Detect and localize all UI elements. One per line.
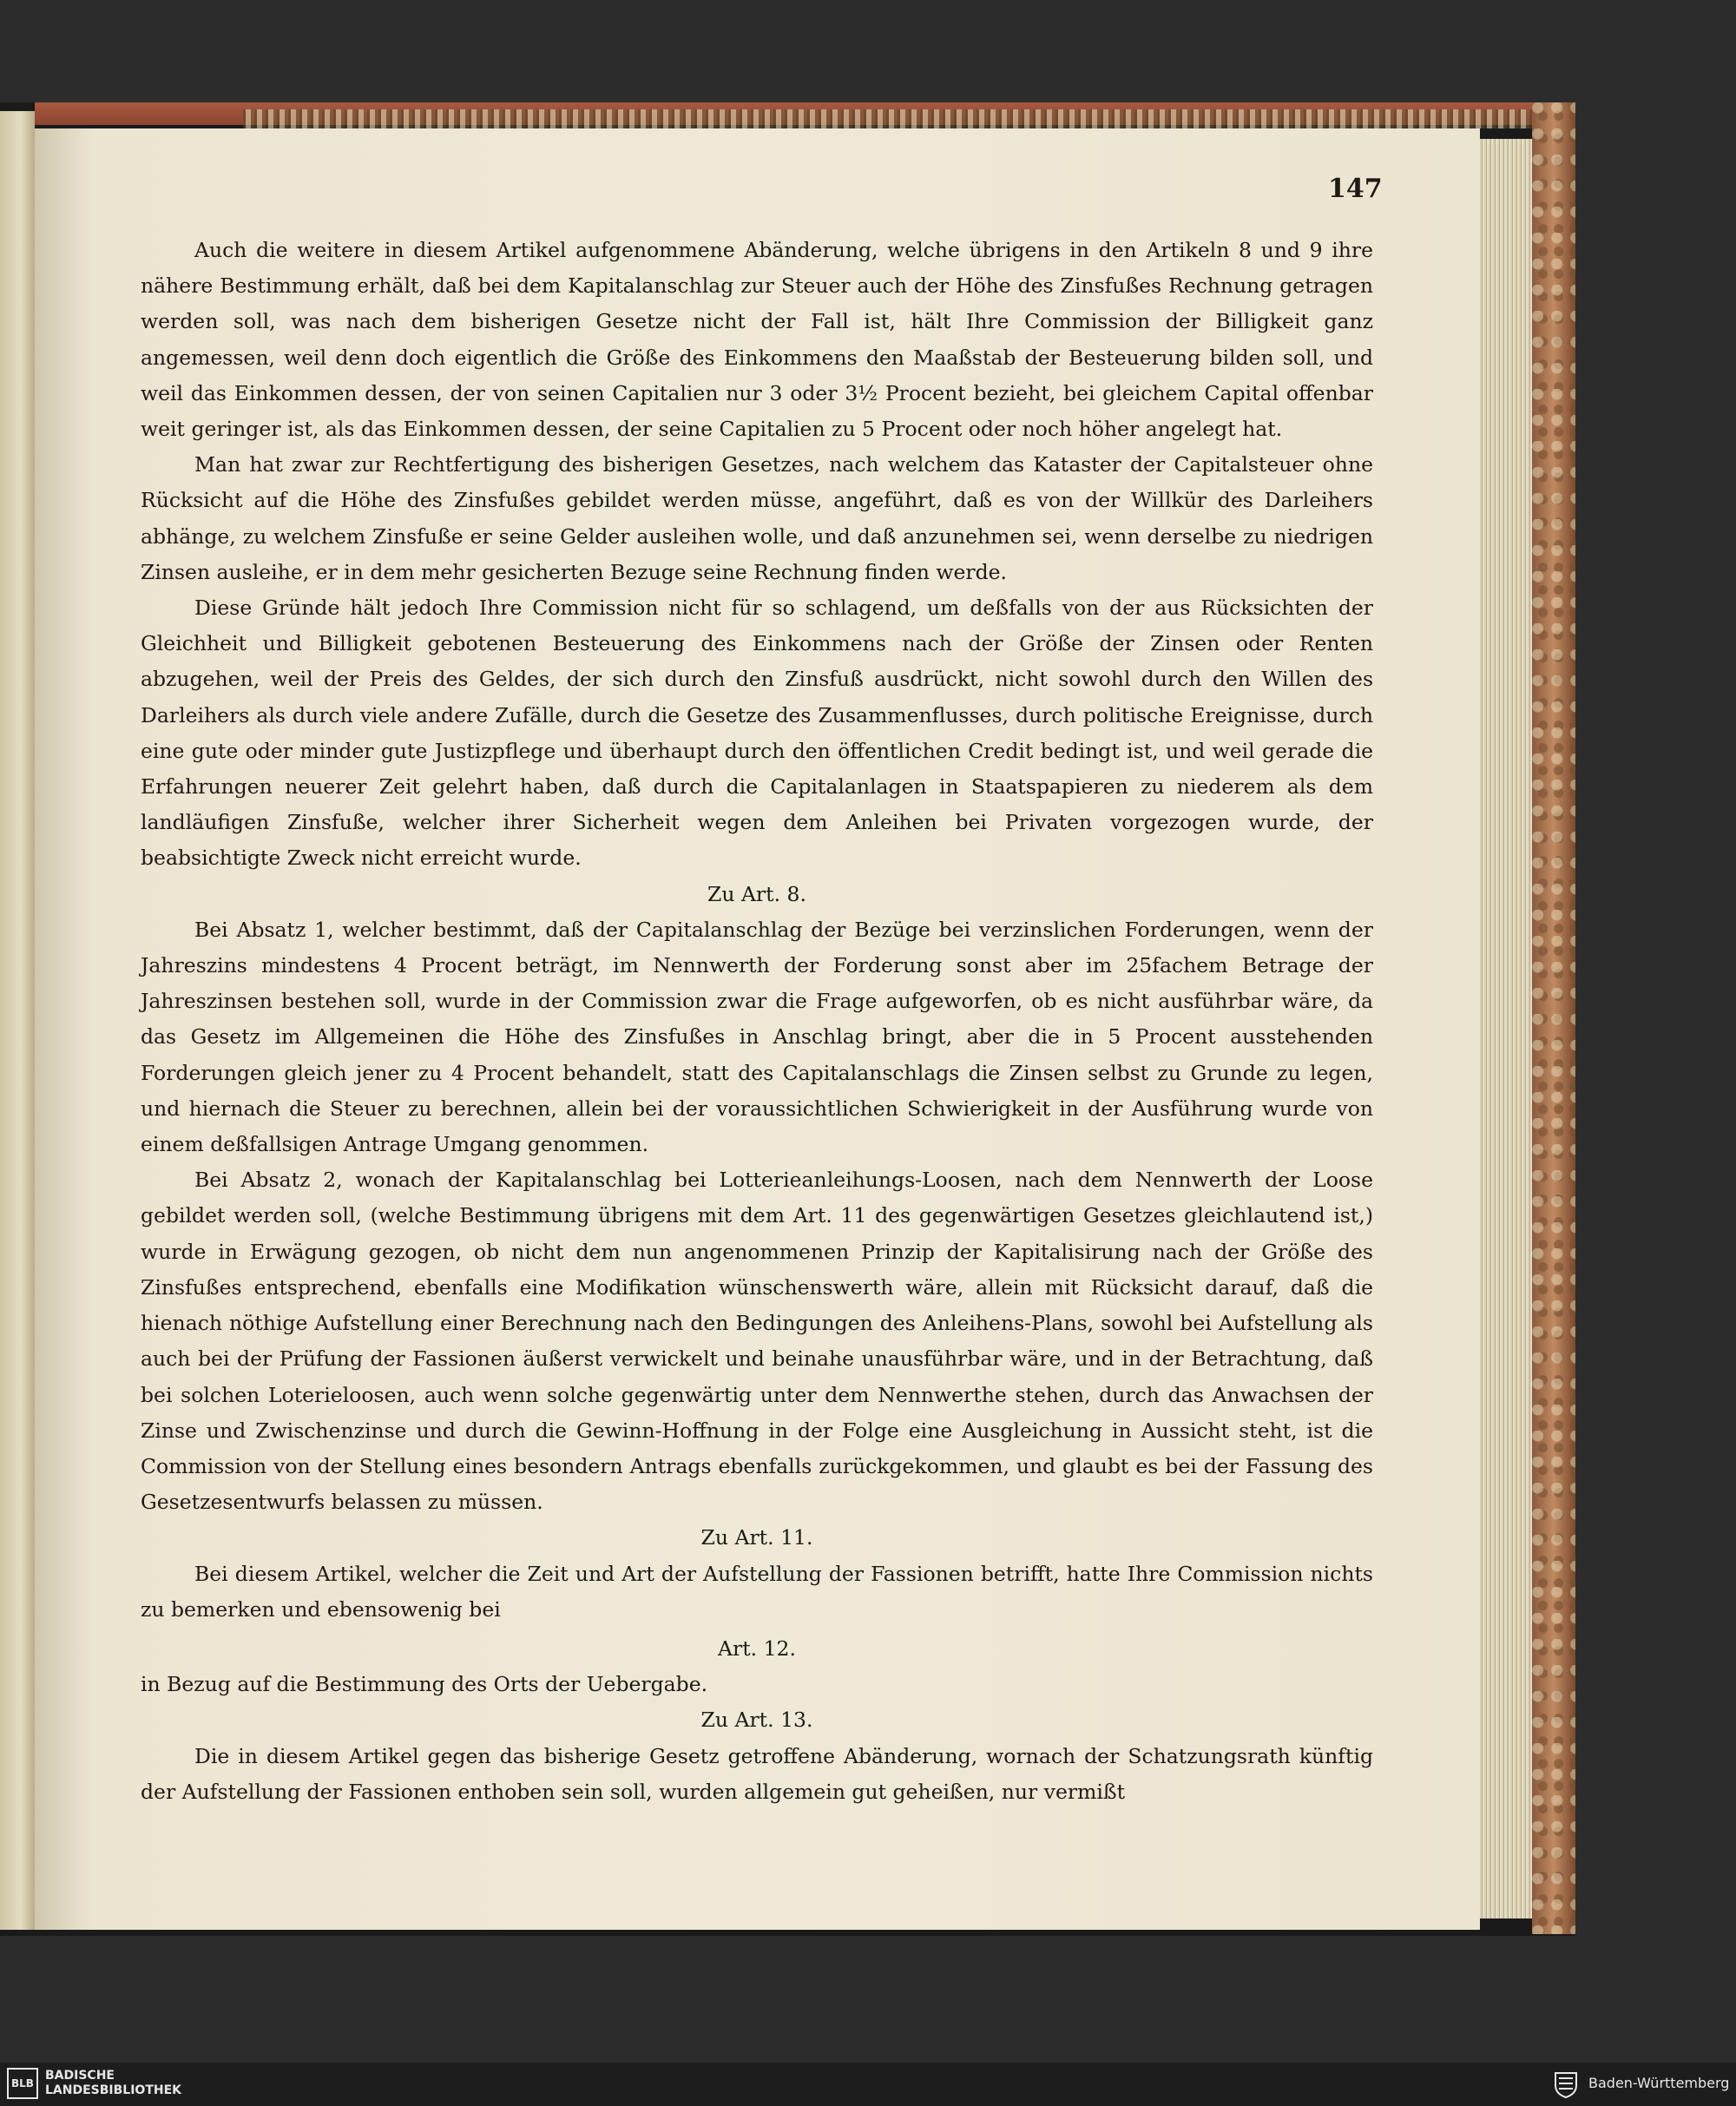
state-name[interactable]: Baden-Württemberg (1588, 2075, 1730, 2091)
facing-page-edge (0, 111, 35, 1930)
marbled-page-edge (243, 109, 1532, 128)
paragraph: Man hat zwar zur Rechtfertigung des bisherigen Gesetzes, nach welchem das Kataster der Capitalsteuer ohne Rücksicht auf die Höhe des Zinsfußes gebildet werden müsse, angeführt, daß es von der Willkür des Darleihers abhänge, zu welchem Zinsfuße er seine Gelder ausleihen wolle, und daß anzunehmen sei, wenn derselbe zu niedrigen Zinsen ausleihe, er in dem mehr gesicherten Bezuge seine Rechnung finden werde. (141, 452, 1373, 584)
blb-logo-text: BLB (11, 2077, 34, 2090)
paragraph: Bei Absatz 2, wonach der Kapitalanschlag bei Lotterieanleihungs-Loosen, nach dem Nennwerth der Loose gebildet werden soll, (welche Bestimmung übrigens mit dem Art. 11 des gegenwärtigen Gesetzes gleichlautend ist,) wurde in Erwägung gezogen, ob nicht dem nun angenommenen Prinzip der Kapitalisirung nach der Größe des Zinsfußes entsprechend, ebenfalls eine Modifikation wünschenswerth wäre, allein mit Rücksicht darauf, daß die hienach nöthige Aufstellung einer Berechnung nach den Bedingungen des Anleihens-Plans, sowohl bei Aufstellung als auch bei der Prüfung der Fassionen äußerst verwickelt und beinahe unausführbar wäre, und in der Betrachtung, daß bei solchen Loterieloosen, auch wenn solche gegenwärtig unter dem Nennwerthe stehen, durch das Anwachsen der Zinse und Zwischenzinse und durch die Gewinn-Hoffnung in der Folge eine Ausgleichung in Aussicht steht, ist die Commission von der Stellung eines besondern Antrags ebenfalls zurückgekommen, und glaubt es bei der Fassung des Gesetzesentwurfs belassen zu müssen. (141, 1168, 1373, 1515)
blb-logo-icon[interactable] (7, 2068, 38, 2099)
section-heading: Art. 12. (718, 1635, 796, 1661)
section-heading: Zu Art. 11. (700, 1525, 813, 1550)
page-body (141, 233, 1373, 1810)
page-stack-edge (1480, 139, 1532, 1918)
paragraph: Diese Gründe hält jedoch Ihre Commission nicht für so schlagend, um deßfalls von der aus Rücksichten der Gleichheit und Billigkeit gebotenen Besteuerung des Einkommens nach der Größe der Zinsen oder Renten abzugehen, weil der Preis des Geldes, der sich durch den Zinsfuß ausdrückt, nicht sowohl durch den Willen des Darleihers als durch viele andere Zufälle, durch die Gesetze des Zusammenflusses, durch politische Ereignisse, durch eine gute oder minder gute Justizpflege und überhaupt durch den öffentlichen Credit bedingt ist, und weil gerade die Erfahrungen neuerer Zeit gelehrt haben, daß durch die Capitalanlagen in Staatspapieren zu niederem als dem landläufigen Zinsfuße, welcher ihrer Sicherheit wegen dem Anleihen bei Privaten vorgezogen wurde, der beabsichtigte Zweck nicht erreicht wurde. (141, 596, 1373, 871)
page-number: 147 (1328, 174, 1383, 204)
library-name-line2: LANDESBIBLIOTHEK (45, 2083, 182, 2097)
baden-wuerttemberg-crest-icon[interactable] (1552, 2070, 1580, 2099)
paragraph: Auch die weitere in diesem Artikel aufgenommene Abänderung, welche übrigens in den Artikeln 8 und 9 ihre nähere Bestimmung erhält, daß bei dem Kapitalanschlag zur Steuer auch der Höhe des Zinsfußes Rechnung getragen werden soll, was nach dem bisherigen Gesetze nicht der Fall ist, hält Ihre Commission der Billigkeit ganz angemessen, weil denn doch eigentlich die Größe des Einkommens den Maaßstab der Besteuerung bilden soll, und weil das Einkommen dessen, der von seinen Capitalien nur 3 oder 3½ Procent bezieht, bei gleichem Capital offenbar weit geringer ist, als das Einkommen dessen, der seine Capitalien zu 5 Procent oder noch höher angelegt hat. (141, 238, 1373, 442)
section-heading: Zu Art. 13. (700, 1708, 813, 1733)
library-name-line1: BADISCHE (45, 2069, 115, 2083)
book-cover-right (1532, 102, 1575, 1934)
paragraph: in Bezug auf die Bestimmung des Orts der Uebergabe. (141, 1672, 708, 1697)
paragraph: Die in diesem Artikel gegen das bisherige Gesetz getroffene Abänderung, wornach der Schatzungsrath künftig der Aufstellung der Fassionen enthoben sein soll, wurden allgemein gut geheißen, nur vermißt (141, 1743, 1373, 1804)
paragraph: Bei diesem Artikel, welcher die Zeit und Art der Aufstellung der Fassionen betrifft, hatte Ihre Commission nichts zu bemerken und ebensowenig bei (141, 1561, 1373, 1622)
section-heading: Zu Art. 8. (707, 881, 806, 906)
footer-bar (0, 2063, 1736, 2106)
library-name[interactable] (45, 2069, 181, 2098)
paragraph: Bei Absatz 1, welcher bestimmt, daß der Capitalanschlag der Bezüge bei verzinslichen Forderungen, wenn der Jahreszins mindestens 4 Procent beträgt, im Nennwerth der Forderung sonst aber im 25fachem Betrage der Jahreszinsen bestehen soll, wurde in der Commission zwar die Frage aufgeworfen, ob es nicht ausführbar wäre, da das Gesetz im Allgemeinen die Höhe des Zinsfußes in Anschlag bringt, aber die in 5 Procent ausstehenden Forderungen gleich jener zu 4 Procent behandelt, statt des Capitalanschlags die Zinsen selbst zu Grunde zu legen, und hiernach die Steuer zu berechnen, allein bei der voraussichtlichen Schwierigkeit in der Ausführung wurde von einem deßfallsigen Antrage Umgang genommen. (141, 917, 1373, 1157)
